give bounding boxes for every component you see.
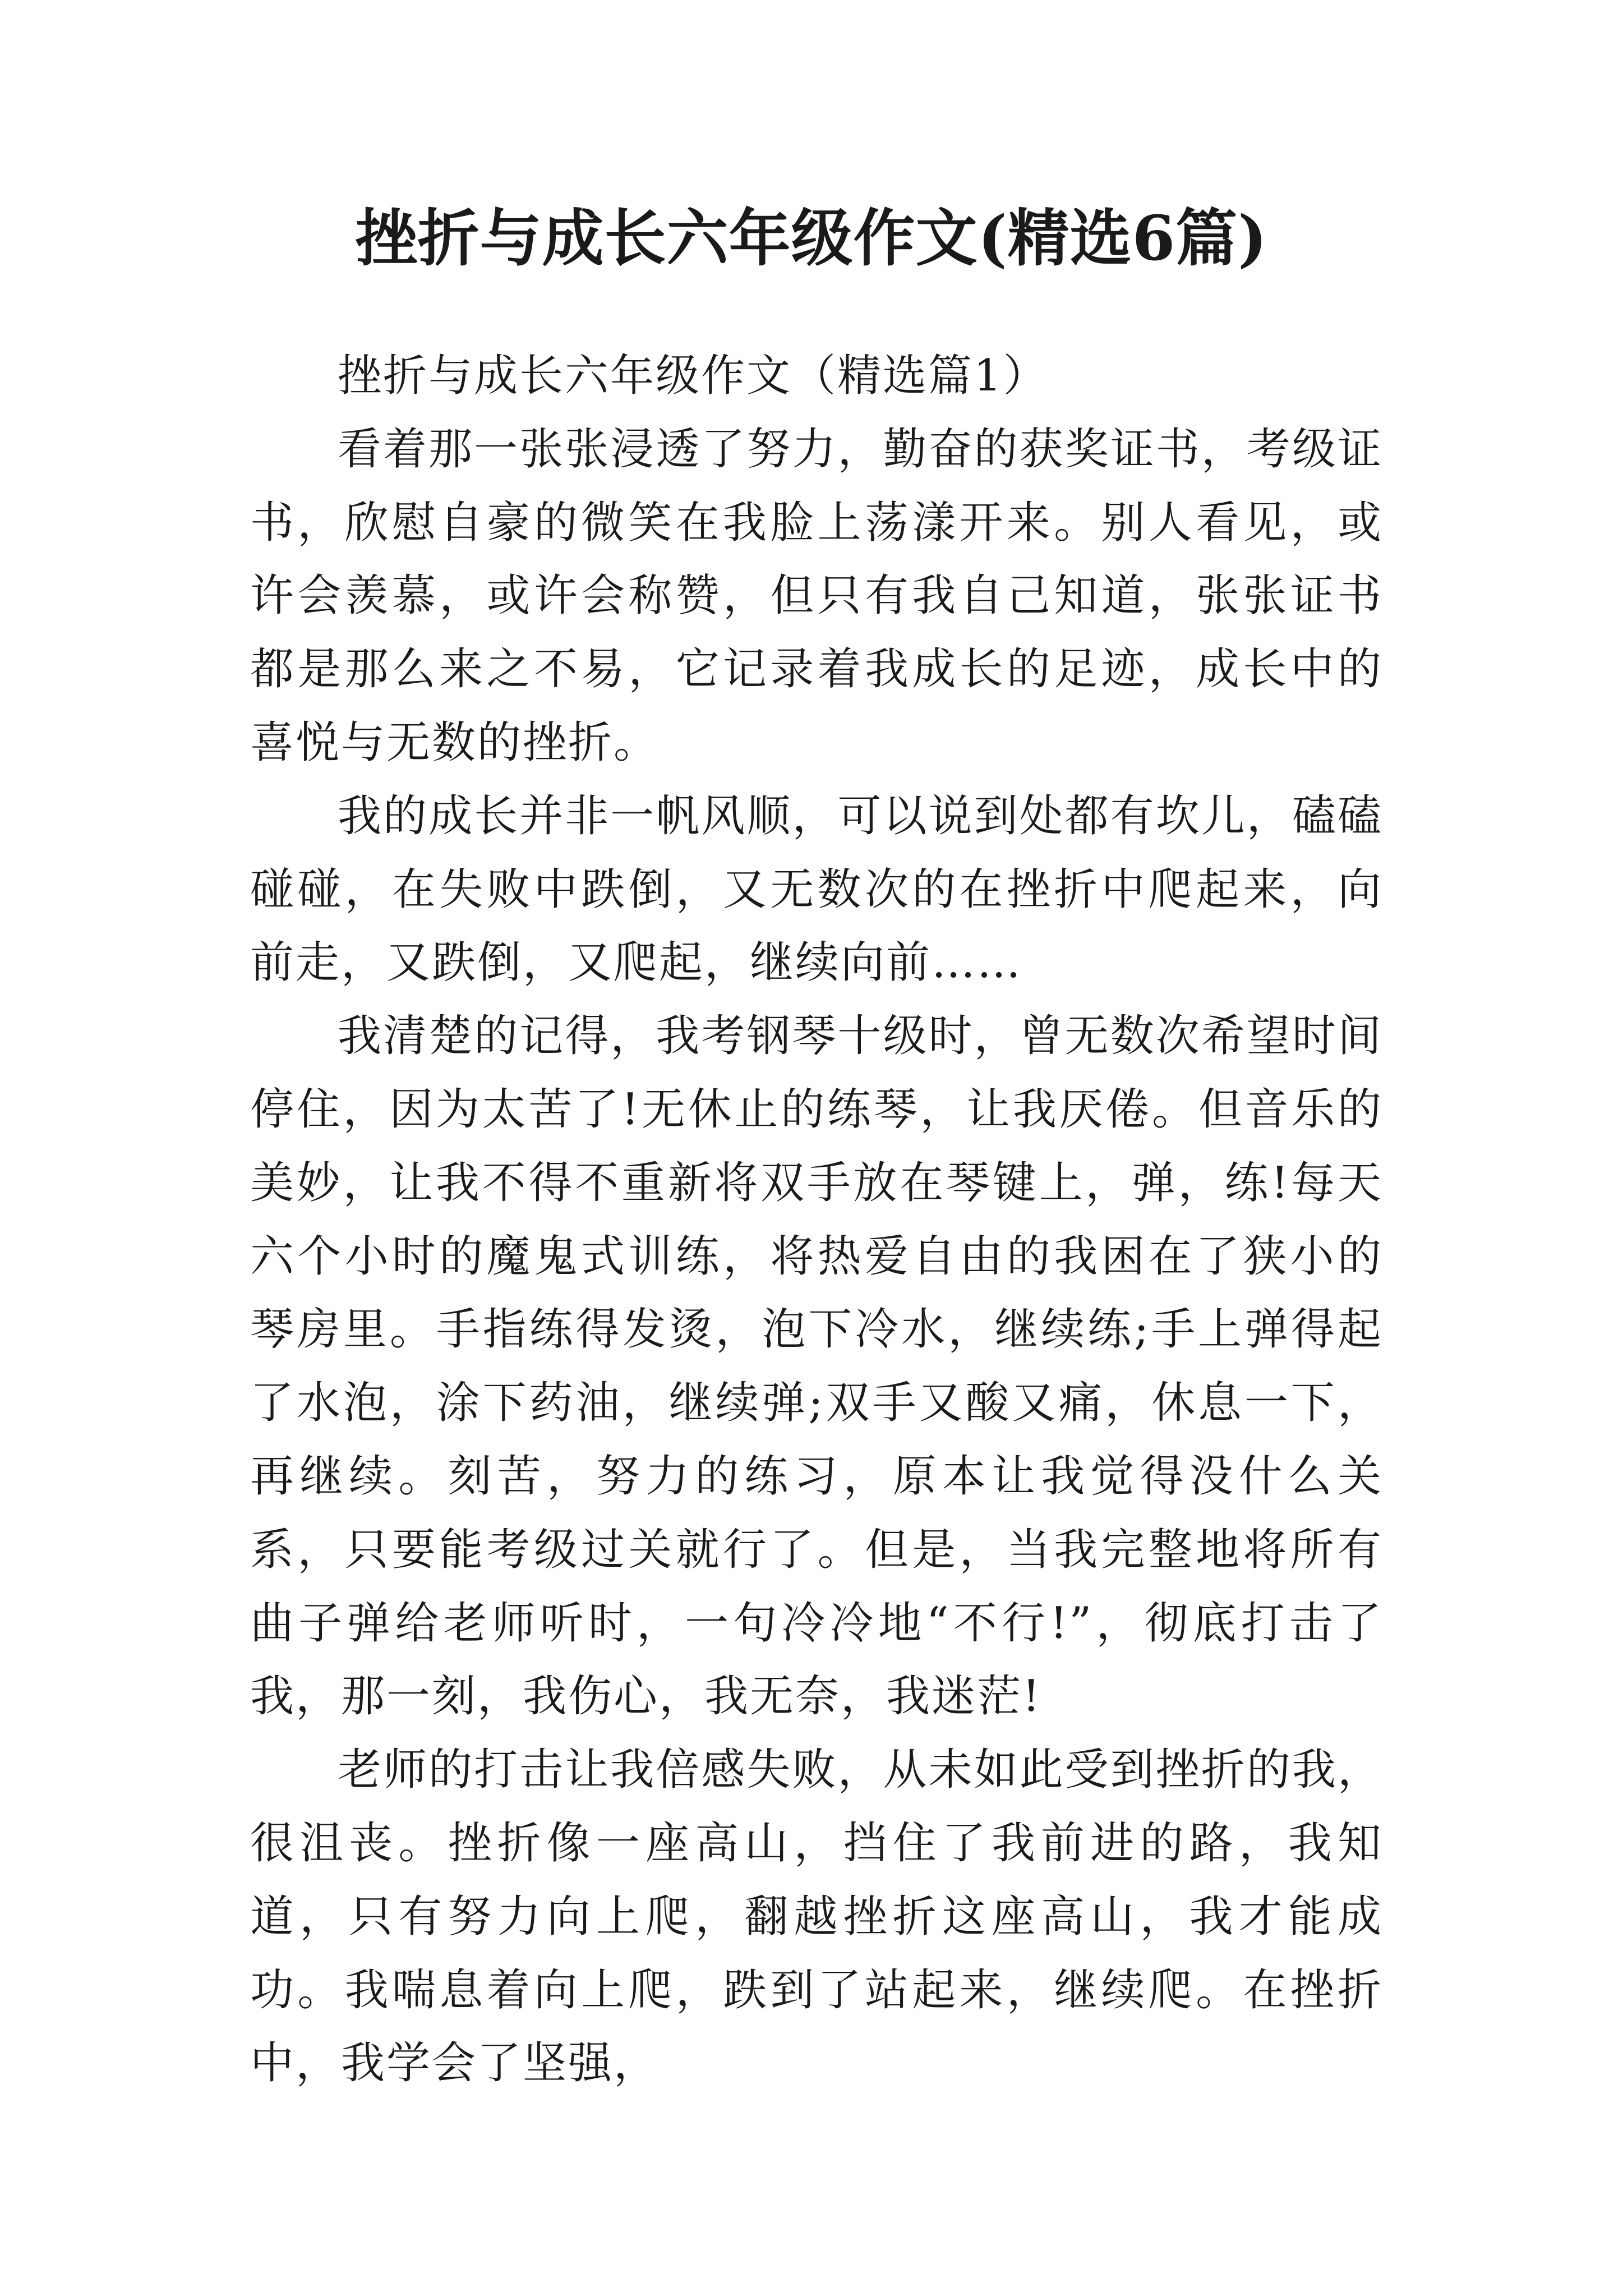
paragraph-2: 我的成长并非一帆风顺，可以说到处都有坎儿，磕磕碰碰，在失败中跌倒，又无数次的在挫折中爬起来，向前走，又跌倒，又爬起，继续向前…… [250,790,1383,988]
document-body [250,339,1383,2100]
document-title: 挫折与成长六年级作文(精选6篇) [355,202,1268,274]
paragraph-4: 老师的打击让我倍感失败，从未如此受到挫折的我，很沮丧。挫折像一座高山，挡住了我前进的路，我知道，只有努力向上爬，翻越挫折这座高山，我才能成功。我喘息着向上爬，跌到了站起来，继续爬。在挫折中，我学会了坚强， [250,1745,1383,2089]
paragraph-3: 我清楚的记得，我考钢琴十级时，曾无数次希望时间停住，因为太苦了!无休止的练琴，让我厌倦。但音乐的美妙，让我不得不重新将双手放在琴键上，弹，练!每天六个小时的魔鬼式训练，将热爱自由的我困在了狭小的琴房里。手指练得发烫，泡下冷水，继续练;手上弹得起了水泡，涂下药油，继续弹;双手又酸又痛，休息一下，再继续。刻苦，努力的练习，原本让我觉得没什么关系，只要能考级过关就行了。但是，当我完整地将所有曲子弹给老师听时，一句冷冷地“不行!”，彻底打击了我，那一刻，我伤心，我无奈，我迷茫! [250,1011,1383,1722]
section-heading: 挫折与成长六年级作文（精选篇1） [338,351,1049,401]
paragraph-1: 看着那一张张浸透了努力，勤奋的获奖证书，考级证书，欣慰自豪的微笑在我脸上荡漾开来。别人看见，或许会羡慕，或许会称赞，但只有我自己知道，张张证书都是那么来之不易，它记录着我成长的足迹，成长中的喜悦与无数的挫折。 [250,424,1383,768]
